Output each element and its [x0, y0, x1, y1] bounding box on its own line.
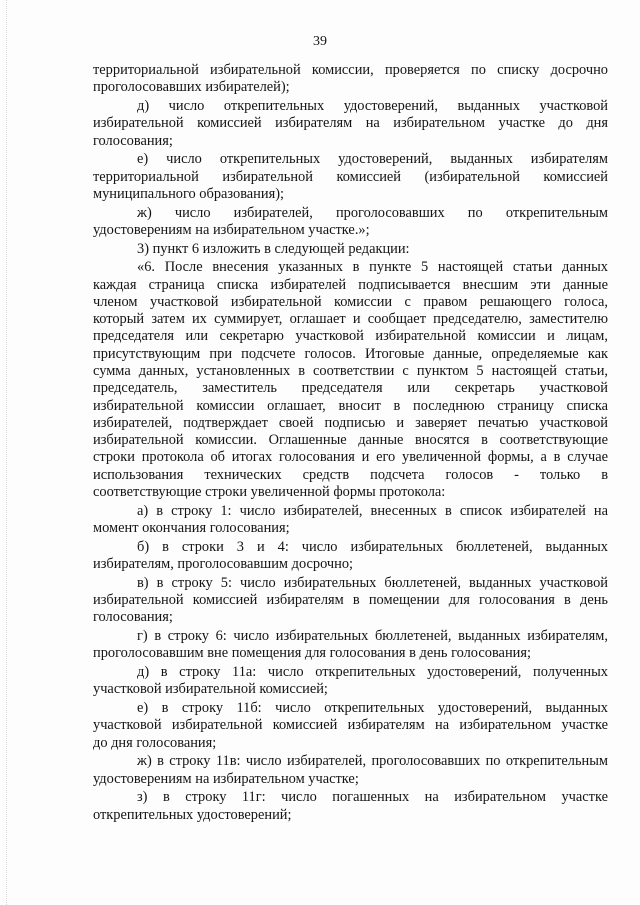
text-line: избирательной комиссии оглашает, вносит в последнюю страницу списка [93, 397, 608, 414]
page-number: 39 [313, 34, 327, 49]
text-line: в) в строку 5: число избирательных бюллетеней, выданных участковой [137, 574, 608, 591]
text-line: открепительных удостоверений; [93, 806, 292, 823]
paragraph [93, 205, 608, 240]
paragraph [93, 151, 608, 203]
text-line: избирателям, проголосовавшим досрочно; [93, 556, 354, 573]
paragraph [93, 789, 608, 824]
text-line: ж) в строку 11в: число избирателей, проголосовавших по открепительным [137, 753, 608, 770]
paragraph [93, 664, 608, 699]
paragraph [93, 753, 608, 788]
text-line: участковой избирательной комиссией избирателям на избирательном участке [93, 717, 608, 734]
text-line: сумма данных, установленных в соответствии с пунктом 5 настоящей статьи, [93, 363, 608, 379]
text-line: а) в строку 1: число избирателей, внесенных в список избирателей на [137, 502, 608, 519]
text-line: «6. После внесения указанных в пункте 5 настоящей статьи данных [137, 259, 608, 276]
text-line: председатель, заместитель председателя или секретарь участковой [93, 380, 608, 397]
text-line: удостоверениям на избирательном участке; [93, 770, 359, 787]
paragraph [93, 98, 608, 150]
paragraph [93, 259, 608, 501]
scan-edge-artifact [0, 0, 7, 905]
text-line: избирательной комиссией избирателям на избирательном участке до дня [93, 115, 608, 132]
paragraph [93, 62, 608, 97]
text-line: территориальной избирательной комиссии, проверяется по списку досрочно [93, 62, 608, 78]
text-line: е) число открепительных удостоверений, выданных избирателям [137, 151, 608, 168]
document-body [93, 62, 608, 825]
paragraph [93, 700, 608, 752]
text-line: избирателей, подтверждает своей подписью и заверяет печатью участковой [93, 414, 608, 431]
text-line: строки протокола об итогах голосования и его увеличенной формы, а в случае [93, 449, 608, 466]
paragraph [93, 575, 608, 627]
text-line: 3) пункт 6 изложить в следующей редакции: [137, 240, 410, 257]
text-line: территориальной избирательной комиссией (избирательной комиссией [93, 168, 608, 185]
paragraph [93, 241, 608, 258]
text-line: проголосовавшим вне помещения для голосования в день голосования; [93, 645, 531, 662]
text-line: д) в строку 11а: число открепительных удостоверений, полученных [137, 664, 608, 680]
text-line: г) в строку 6: число избирательных бюллетеней, выданных избирателям, [137, 628, 608, 645]
text-line: участковой избирательной комиссией; [93, 681, 328, 698]
text-line: удостоверениям на избирательном участке.»; [93, 221, 370, 238]
text-line: проголосовавших избирателей); [93, 79, 290, 96]
paragraph [93, 628, 608, 663]
text-line: избирательной комиссией избирателям в помещении для голосования в день [93, 592, 608, 609]
text-line: б) в строки 3 и 4: число избирательных бюллетеней, выданных [137, 538, 608, 555]
paragraph [93, 539, 608, 574]
text-line: соответствующие строки увеличенной формы протокола: [93, 484, 446, 501]
text-line: избирательной комиссии. Оглашенные данные вносятся в соответствующие [93, 432, 608, 449]
text-line: присутствующим при подсчете голосов. Итоговые данные, определяемые как [93, 345, 608, 362]
text-line: муниципального образования); [93, 185, 284, 202]
text-line: е) в строку 11б: число открепительных удостоверений, выданных [137, 699, 608, 716]
text-line: з) в строку 11г: число погашенных на избирательном участке [137, 789, 608, 806]
text-line: голосования; [93, 132, 173, 149]
text-line: д) число открепительных удостоверений, выданных участковой [137, 97, 608, 114]
text-line: голосования; [93, 609, 173, 626]
text-line: момент окончания голосования; [93, 520, 290, 537]
text-line: каждая страница списка избирателей подписывается внесшим эти данные [93, 276, 608, 293]
text-line: до дня голосования; [93, 734, 217, 751]
text-line: членом участковой избирательной комиссии с правом решающего голоса, [93, 293, 608, 310]
paragraph [93, 503, 608, 538]
text-line: который затем их суммирует, оглашает и сообщает председателю, заместителю [93, 311, 608, 328]
text-line: использования технических средств подсчета голосов - только в [93, 466, 608, 483]
text-line: председателя или секретарю участковой избирательной комиссии и лицам, [93, 328, 608, 345]
text-line: ж) число избирателей, проголосовавших по открепительным [137, 204, 608, 221]
